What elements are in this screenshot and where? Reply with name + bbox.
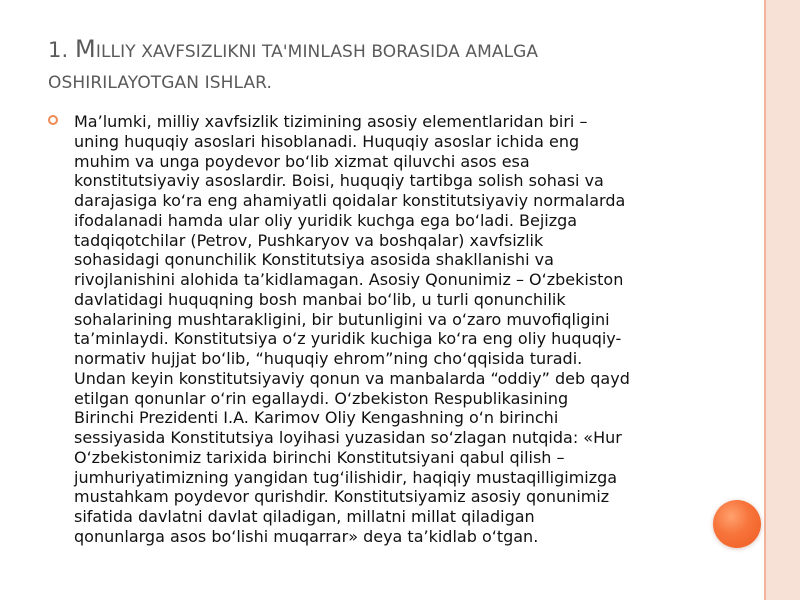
body-paragraph [74,112,678,547]
body-line: qonunlarga asos bo‘lishi muqarrar» deya ta’kidlab o‘tgan. [74,526,539,546]
title-initial-letter: M [75,35,96,63]
body-line: uning huquqiy asoslari hisoblanadi. Huquqiy asoslar ichida eng [74,131,580,151]
slide-title-line-1 [48,34,738,68]
body-line: Birinchi Prezidenti I.A. Karimov Oliy Kengashning o‘n birinchi [74,408,559,428]
body-line: Ma’lumki, milliy xavfsizlik tizimining asosiy elementlaridan biri – [74,112,588,131]
body-line: O‘zbekistonimiz tarixida birinchi Konstitutsiyani qabul qilish – [74,447,565,467]
slide-title [48,34,738,99]
body-line: sohasidagi qonunchilik Konstitutsiya asosida shakllanishi va [74,250,554,270]
title-first-word-rest: ILLIY [95,42,136,62]
body-line: rivojlanishini alohida ta’kidlamagan. Asosiy Qonunimiz – O‘zbekiston [74,270,624,289]
body-line: muhim va unga poydevor bo‘lib xizmat qiluvchi asos esa [74,151,530,171]
body-line: sessiyasida Konstitutsiya loyihasi yuzasidan so‘zlagan nutqida: «Hur [74,428,622,447]
orange-circle-icon [713,500,761,548]
body-line: etilgan qonunlar o‘rin egallaydi. O‘zbekiston Respublikasining [74,388,569,408]
right-band-edge-line [764,0,766,600]
body-line: mustahkam poydevor qurishdir. Konstitutsiyamiz asosiy qonunimiz [74,487,610,507]
body-line: darajasiga ko‘ra eng ahamiyatli qoidalar konstitutsiyaviy normalarda [74,191,626,210]
title-number: 1. [48,38,76,62]
orange-ring-bullet-icon [48,115,58,125]
body-line: davlatidagi huquqning bosh manbai bo‘lib, u turli qonunchilik [74,289,566,309]
body-line: ifodalanadi hamda ular oliy yuridik kuchga ega bo‘ladi. Bejizga [74,210,578,230]
body-line: konstitutsiyaviy asoslardir. Boisi, huquqiy tartibga solish sohasi va [74,171,604,191]
slide-title-line-2: OSHIRILAYOTGAN ISHLAR. [48,73,272,93]
body-line: sohalarining mushtarakligini, bir butunligini va o‘zaro muvofiqligini [74,309,610,329]
body-line: normativ hujjat bo‘lib, “huquqiy ehrom”ning cho‘qqisida turadi. [74,349,583,368]
body-line: ta’minlaydi. Konstitutsiya o‘z yuridik kuchiga ko‘ra eng oliy huquqiy- [74,329,622,349]
body-line: tadqiqotchilar (Petrov, Pushkaryov va boshqalar) xavfsizlik [74,230,544,250]
body-line: jumhuriyatimizning yangidan tug‘ilishidir, haqiqiy mustaqilligimizga [74,467,618,487]
body-line: Undan keyin konstitutsiyaviy qonun va manbalarda “oddiy” deb qayd [74,368,630,388]
title-line-1-rest: XAVFSIZLIKNI TA'MINLASH BORASIDA AMALGA [135,42,539,62]
body-line: sifatida davlatni davlat qiladigan, millatni millat qiladigan [74,507,535,526]
right-decorative-band [764,0,800,600]
